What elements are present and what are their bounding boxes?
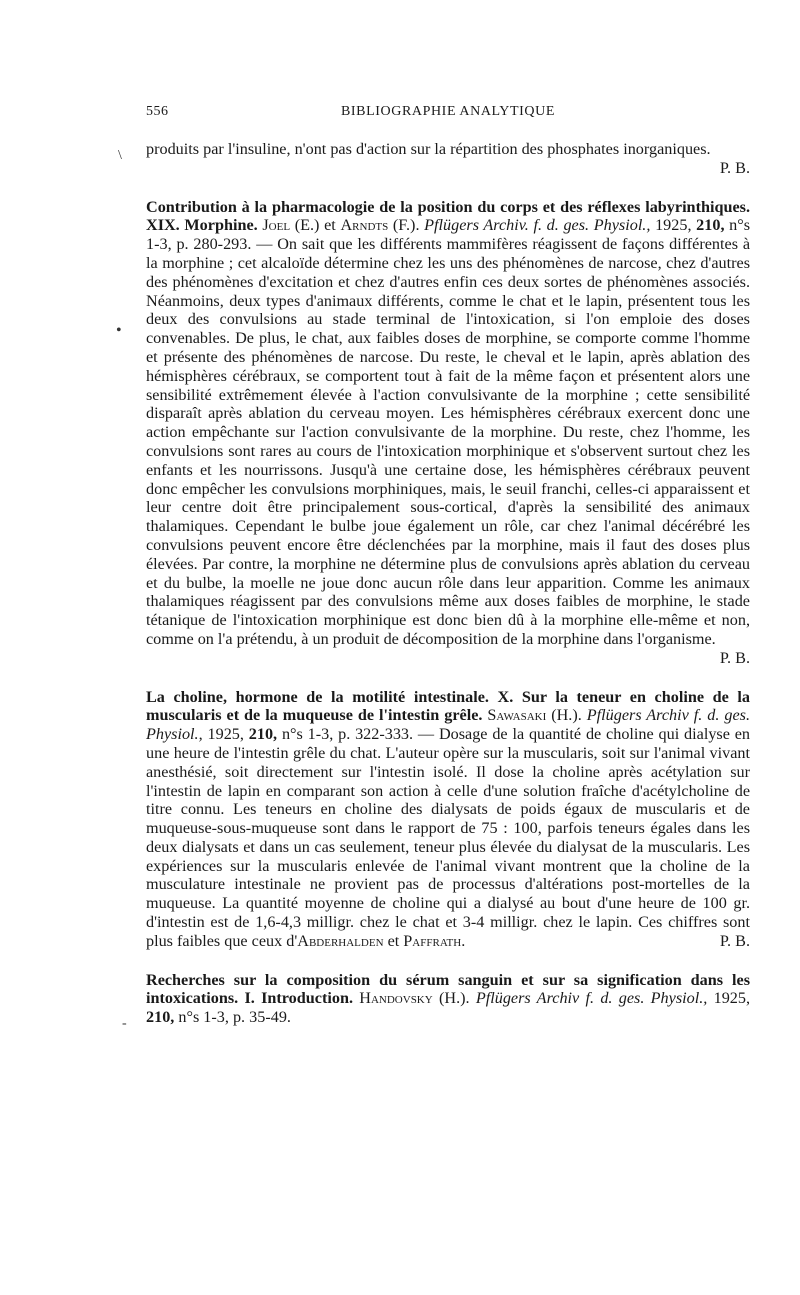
signature: P. B. bbox=[719, 931, 750, 950]
entry-title: La choline, hormone de la motilité intestinale. X. Sur la teneur en choline de la muscularis et de la muqueuse de l'intestin grêle. bbox=[146, 687, 750, 725]
volume: 210, bbox=[696, 216, 725, 235]
abstract-body: — Dosage de la quantité de choline qui dialyse en une heure de l'intestin grêle du chat. L'auteur opère sur la muscularis, soit sur l'animal vivant anesthésié, soit directement sur l'intestin isolé. Il dose la choline après acétylation sur l'intestin de lapin en comparant son action à celle d'une solution fraîche d'acétylcholine de titre connu. Les teneurs en choline des dialysats de poids égaux de muscularis et de muqueuse-sous-muqueuse sont dans le rapport de 75 : 100, parfois teneurs égales dans les deux dialysats et dans un cas seulement, teneur plus élevée du dialysat de la muscularis. Les expériences sur la muscularis enlevée de l'animal vivant montrent que la choline de la musculature intestinale ne provient pas de processus d'altérations post-mortelles de la muqueuse. La quantité moyenne de choline qui a dialysé au bout d'une heure de 100 gr. d'intestin est de 1,6-4,3 milligr. chez le chat et 3-4 milligr. chez le lapin. Ces chiffres sont plus faibles que ceux d' bbox=[146, 725, 751, 950]
pages: n°s 1-3, p. 322-333. bbox=[281, 725, 414, 744]
journal-name: Pflügers Archiv f. d. ges. Physiol., bbox=[146, 706, 751, 744]
document-page bbox=[146, 104, 750, 1027]
author-name: Arndts bbox=[340, 216, 389, 235]
year: 1925, bbox=[713, 989, 751, 1008]
pages: n°s 1-3, p. 35-49. bbox=[178, 1008, 291, 1027]
bibliography-entry bbox=[146, 688, 750, 951]
continuation-text: produits par l'insuline, n'ont pas d'action sur la répartition des phosphates inorganiques. bbox=[146, 140, 711, 158]
journal-name: Pflügers Archiv f. d. ges. Physiol., bbox=[475, 989, 708, 1008]
running-header bbox=[146, 104, 750, 126]
abstract-body-connector: et bbox=[383, 931, 404, 950]
journal-name: Pflügers Archiv. f. d. ges. Physiol., bbox=[424, 216, 651, 235]
author-name: Sawasaki bbox=[487, 706, 547, 725]
running-title: BIBLIOGRAPHIE ANALYTIQUE bbox=[340, 104, 556, 119]
year: 1925, bbox=[655, 216, 692, 235]
author-name: Joel bbox=[262, 216, 291, 235]
signature: P. B. bbox=[719, 158, 750, 177]
margin-mark: - bbox=[122, 1016, 127, 1031]
entry-title: Contribution à la pharmacologie de la position du corps et des réflexes labyrinthiques. XIX. Morphine. bbox=[146, 197, 750, 235]
margin-bullet: • bbox=[116, 322, 122, 339]
author-initials: (F.). bbox=[392, 216, 420, 235]
signature: P. B. bbox=[719, 648, 750, 667]
entry-title: Recherches sur la composition du sérum sanguin et sur sa signification dans les intoxications. I. Introduction. bbox=[146, 970, 750, 1008]
volume: 210, bbox=[146, 1008, 175, 1027]
volume: 210, bbox=[248, 725, 278, 744]
abstract-body: — On sait que les différents mammifères réagissent de façons différentes à la morphine ; cet alcaloïde détermine chez les uns des phénomènes de narcose, chez d'autres des phénomènes d'excitation et chez d'autres enfin ces deux sortes de phénomènes associés. Néanmoins, deux types d'animaux différents, comme le chat et le lapin, présentent tous les deux des convulsions au stade terminal de l'intoxication, si l'on emploie des doses convenables. De plus, le chat, aux faibles doses de morphine, se comporte comme l'homme et présente des phénomènes de narcose. Du reste, le cheval et le lapin, après ablation des hémisphères cérébraux, se comportent tout à fait de la même façon et présentent alors une sensibilité extrêmement élevée à l'action convulsivante de la morphine ; cette sensibilité disparaît après ablation du cerveau moyen. Les hémisphères cérébraux exercent donc une action empêchante sur l'action convulsivante de la morphine. Du reste, chez l'homme, les convulsions sont rares au cours de l'intoxication morphinique et s'observent surtout chez les enfants et les nourrissons. Jusqu'à une certaine dose, les hémisphères cérébraux peuvent donc empêcher les convulsions morphiniques, mais, le seuil franchi, celles-ci apparaissent et leur centre doit être principalement sous-cortical, d'après la sensibilité des animaux thalamiques. Cependant le bulbe joue également un rôle, car chez l'animal décérébré les convulsions peuvent encore être déclenchées par la morphine, mais il faut des doses plus élevées. Par contre, la morphine ne détermine plus de convulsions après ablation du cerveau et du bulbe, la moelle ne joue donc aucun rôle dans leur apparition. Comme les animaux thalamiques réagissent par des convulsions même aux doses faibles de morphine, le stade tétanique de l'intoxication morphinique est donc bien dû à la morphine elle-même et non, comme on l'a prétendu, à un produit de décomposition de la morphine dans l'organisme. bbox=[146, 235, 751, 648]
abstract-body-end: . bbox=[461, 931, 466, 950]
page-number: 556 bbox=[146, 104, 169, 119]
margin-mark: \ bbox=[118, 148, 122, 163]
year: 1925, bbox=[207, 725, 244, 744]
author-initials: (E.) et bbox=[294, 216, 336, 235]
bibliography-entry bbox=[146, 198, 750, 668]
reference-author: Paffrath bbox=[403, 931, 462, 950]
author-initials: (H.). bbox=[438, 989, 470, 1008]
author-initials: (H.). bbox=[551, 706, 582, 725]
author-name: Handovsky bbox=[359, 989, 433, 1008]
reference-author: Abderhalden bbox=[297, 931, 384, 950]
continuation-paragraph bbox=[146, 140, 750, 178]
pages: n°s 1-3, p. 280-293. bbox=[146, 216, 751, 254]
bibliography-entry bbox=[146, 971, 750, 1027]
